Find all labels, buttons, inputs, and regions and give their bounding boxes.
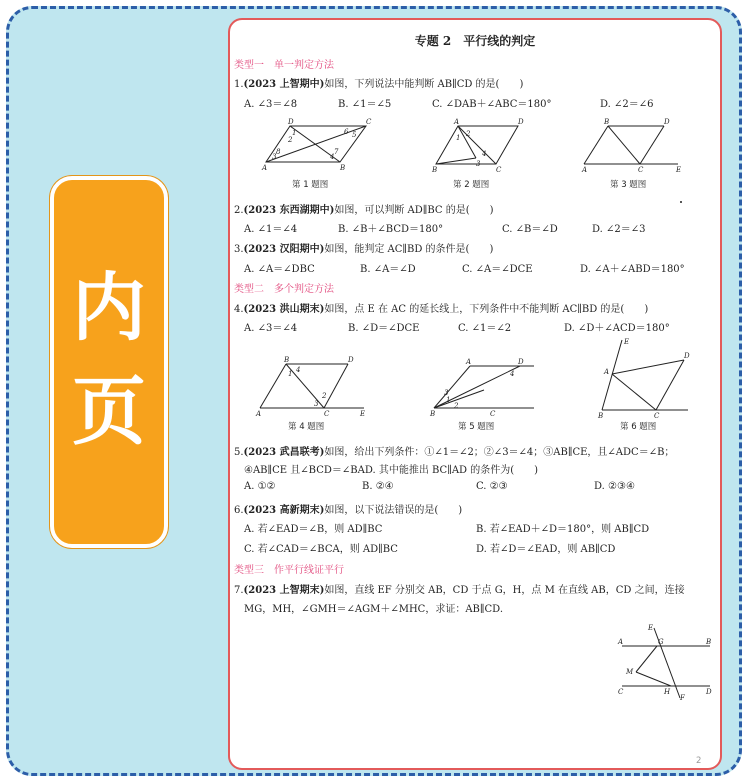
f5-label: C xyxy=(490,410,496,418)
q6-option-d: D. 若∠D＝∠EAD，则 AB∥CD xyxy=(476,544,616,555)
figure-6 xyxy=(596,338,696,420)
caption-fig-2: 第 2 题图 xyxy=(453,180,490,190)
question-3 xyxy=(234,240,493,255)
f2-label: D xyxy=(518,118,524,126)
f4-label: 4 xyxy=(296,366,301,374)
q4-text: 如图，点 E 在 AC 的延长线上，下列条件中不能判断 AC∥BD 的是( ) xyxy=(324,304,649,315)
f2-label: 1 xyxy=(456,134,461,142)
f5-label: 1 xyxy=(446,396,451,404)
figure-4 xyxy=(256,354,376,416)
caption-fig-6: 第 6 题图 xyxy=(620,422,657,432)
f1-label: 4 xyxy=(330,153,335,161)
f6-label: B xyxy=(598,412,604,420)
q1-source: (2023 上智期中) xyxy=(243,79,325,90)
f1-label: D xyxy=(288,118,294,126)
page-title: 专题 2 平行线的判定 xyxy=(414,34,536,48)
f1-label: 1 xyxy=(292,129,297,137)
f1-label: 7 xyxy=(334,148,339,156)
f4-label: 1 xyxy=(288,370,293,378)
f2-label: A xyxy=(454,118,460,126)
f5-label: 4 xyxy=(510,370,515,378)
section-heading-3: 类型三 作平行线证平行 xyxy=(234,565,344,576)
q7-number: 7. xyxy=(234,585,244,596)
q7-text-line1: 如图，直线 EF 分别交 AB，CD 于点 G，H，点 M 在直线 AB，CD 之间，连接 xyxy=(324,585,685,596)
q2-number: 2. xyxy=(234,205,244,216)
q4-option-c: C. ∠1＝∠2 xyxy=(458,323,512,334)
q7-text-line2: MG，MH，∠GMH＝∠AGM＋∠MHC，求证：AB∥CD. xyxy=(244,604,504,615)
f4-label: C xyxy=(324,410,330,418)
f2-label: 3 xyxy=(476,160,481,168)
question-1 xyxy=(234,75,523,90)
q4-option-d: D. ∠D＋∠ACD＝180° xyxy=(564,323,670,334)
q4-option-b: B. ∠D＝∠DCE xyxy=(348,323,420,334)
f7-label: H xyxy=(664,688,671,696)
q2-option-a: A. ∠1＝∠4 xyxy=(244,224,298,235)
f1-label: B xyxy=(340,164,346,172)
f5-label: D xyxy=(518,358,524,366)
f4-label: 3 xyxy=(314,400,319,408)
f2-label: C xyxy=(496,166,502,174)
q6-text: 如图，以下说法错误的是( ) xyxy=(324,505,463,516)
question-5 xyxy=(234,443,674,458)
q1-option-a: A. ∠3＝∠8 xyxy=(244,99,298,110)
f5-label: A xyxy=(466,358,472,366)
q5-text-line1: 如图，给出下列条件：①∠1＝∠2；②∠3＝∠4；③AB∥CE，且∠ADC＝∠B； xyxy=(324,447,675,458)
q4-number: 4. xyxy=(234,304,244,315)
q6-option-b: B. 若∠EAD＋∠D＝180°，则 AB∥CD xyxy=(476,524,650,535)
f7-label: A xyxy=(618,638,624,646)
section-heading-1: 类型一 单一判定方法 xyxy=(234,60,334,71)
f1-label: 8 xyxy=(276,148,281,156)
f6-label: C xyxy=(654,412,660,420)
f7-label: M xyxy=(626,668,634,676)
tag-char-2: 页 xyxy=(72,369,146,455)
caption-fig-5: 第 5 题图 xyxy=(458,422,495,432)
sidebar-tag xyxy=(50,176,168,548)
caption-fig-1: 第 1 题图 xyxy=(292,180,329,190)
q6-source: (2023 高新期末) xyxy=(243,505,325,516)
q2-option-b: B. ∠B＋∠BCD＝180° xyxy=(338,224,444,235)
f7-label: D xyxy=(706,688,712,696)
caption-fig-4: 第 4 题图 xyxy=(288,422,325,432)
f3-label: D xyxy=(664,118,670,126)
f4-label: A xyxy=(256,410,262,418)
q3-option-a: A. ∠A＝∠DBC xyxy=(244,264,315,275)
f7-label: G xyxy=(658,638,664,646)
f2-label: B xyxy=(432,166,438,174)
q6-option-a: A. 若∠EAD＝∠B，则 AD∥BC xyxy=(244,524,383,535)
figure-7 xyxy=(618,624,714,702)
f3-label: A xyxy=(582,166,588,174)
q6-number: 6. xyxy=(234,505,244,516)
f2-label: 4 xyxy=(482,150,487,158)
q1-option-b: B. ∠1＝∠5 xyxy=(338,99,392,110)
f1-label: 6 xyxy=(344,128,349,136)
stray-dot xyxy=(680,201,682,203)
q3-source: (2023 汉阳期中) xyxy=(243,244,325,255)
q4-source: (2023 洪山期末) xyxy=(243,304,325,315)
q5-option-a: A. ①② xyxy=(244,481,276,492)
f7-label: C xyxy=(618,688,624,696)
f5-label: 2 xyxy=(454,402,459,410)
figure-2 xyxy=(432,116,522,172)
figure-5 xyxy=(430,354,540,416)
f1-label: C xyxy=(366,118,372,126)
figure-3 xyxy=(582,116,682,172)
question-7 xyxy=(234,581,685,596)
tag-char-1: 内 xyxy=(72,265,146,351)
f5-label: 3 xyxy=(444,389,449,397)
q5-option-d: D. ②③④ xyxy=(594,481,635,492)
f6-label: D xyxy=(684,352,690,360)
figure-1 xyxy=(262,116,372,172)
question-4 xyxy=(234,300,648,315)
q2-option-c: C. ∠B＝∠D xyxy=(502,224,558,235)
q2-text: 如图，可以判断 AD∥BC 的是( ) xyxy=(334,205,494,216)
f3-label: E xyxy=(676,166,682,174)
q3-option-b: B. ∠A＝∠D xyxy=(360,264,416,275)
q3-number: 3. xyxy=(234,244,244,255)
f1-label: A xyxy=(262,164,268,172)
q3-option-c: C. ∠A＝∠DCE xyxy=(462,264,533,275)
q5-number: 5. xyxy=(234,447,244,458)
q2-option-d: D. ∠2＝∠3 xyxy=(592,224,646,235)
q5-option-c: C. ②③ xyxy=(476,481,508,492)
f6-label: E xyxy=(624,338,630,346)
question-2 xyxy=(234,201,494,216)
page-number: 2 xyxy=(696,756,702,766)
q3-text: 如图，能判定 AC∥BD 的条件是( ) xyxy=(324,244,494,255)
f7-label: F xyxy=(680,694,685,702)
q1-number: 1. xyxy=(234,79,244,90)
worksheet-page xyxy=(228,18,722,770)
q5-text-line2: ④AB∥CE 且∠BCD＝∠BAD. 其中能推出 BC∥AD 的条件为( ) xyxy=(244,465,539,476)
f1-label: 3 xyxy=(272,153,277,161)
question-6 xyxy=(234,501,462,516)
f6-label: A xyxy=(604,368,610,376)
f7-label: B xyxy=(706,638,712,646)
q6-option-c: C. 若∠CAD＝∠BCA，则 AD∥BC xyxy=(244,544,398,555)
q1-option-d: D. ∠2＝∠6 xyxy=(600,99,654,110)
f4-label: B xyxy=(284,356,290,364)
f2-label: 2 xyxy=(466,130,471,138)
q4-option-a: A. ∠3＝∠4 xyxy=(244,323,298,334)
f1-label: 2 xyxy=(288,136,293,144)
q1-option-c: C. ∠DAB＋∠ABC＝180° xyxy=(432,99,552,110)
f5-label: B xyxy=(430,410,436,418)
f7-label: E xyxy=(648,624,654,632)
f1-label: 5 xyxy=(352,131,357,139)
section-heading-2: 类型二 多个判定方法 xyxy=(234,284,334,295)
f4-label: D xyxy=(348,356,354,364)
q2-source: (2023 东西湖期中) xyxy=(243,205,335,216)
f4-label: 2 xyxy=(322,392,327,400)
f3-label: C xyxy=(638,166,644,174)
q5-source: (2023 武昌联考) xyxy=(243,447,325,458)
q3-option-d: D. ∠A＋∠ABD＝180° xyxy=(580,264,685,275)
q7-source: (2023 上智期末) xyxy=(243,585,325,596)
f4-label: E xyxy=(360,410,366,418)
q5-option-b: B. ②④ xyxy=(362,481,394,492)
caption-fig-3: 第 3 题图 xyxy=(610,180,647,190)
q1-text: 如图，下列说法中能判断 AB∥CD 的是( ) xyxy=(324,79,524,90)
f3-label: B xyxy=(604,118,610,126)
